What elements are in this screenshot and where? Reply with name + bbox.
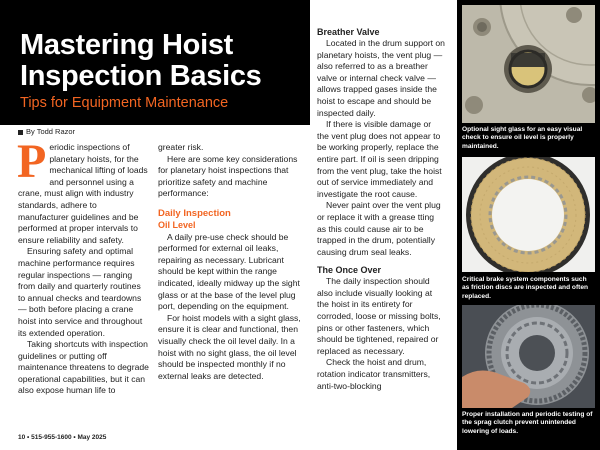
article-column-2 [158, 142, 304, 432]
paragraph: If there is visible damage or the vent plug does not appear to be working properly, replace the entire part. If oil is seen dripping from the vent plug, take the hoist out of service immediately and investigate the root cause. [317, 119, 442, 199]
paragraph: Here are some key considerations for planetary hoist inspections that prioritize safety and machine performance: [158, 153, 298, 199]
paragraph: Located in the drum support on planetary hoists, the vent plug — also referred to as a breather valve or internal check valve — allows trapped gases inside the hoist to escape and should be inspected daily. [317, 38, 445, 118]
paragraph: greater risk. [158, 142, 204, 152]
sprag-clutch-photo [462, 305, 595, 408]
caption-sprag-clutch: Proper installation and periodic testing of the sprag clutch prevent unintended lowering of loads. [462, 411, 593, 435]
subheading-breather-valve: Breather Valve [317, 27, 380, 37]
article-subtitle: Tips for Equipment Maintenance [20, 95, 229, 111]
byline-square-icon [18, 130, 23, 135]
caption-friction-disc: Critical brake system components such as friction discs are inspected and often replaced. [462, 276, 589, 300]
paragraph: For hoist models with a sight glass, ensure it is clear and functional, then visually check the oil level daily. In a hoist with no sight glass, the oil level should be inspected monthly if no external leaks are detected. [158, 312, 301, 381]
paragraph: Never paint over the vent plug or replace it with a grease tting as this could cause air to be trapped in the drum, potentially causing drum seal leaks. [317, 200, 441, 257]
photo-sidebar [457, 0, 600, 450]
article-title: Mastering Hoist Inspection Basics [20, 29, 262, 92]
paragraph-text: eriodic inspections of planetary hoists, for the mechanical lifting of loads and personnel using a crane, must align with industry standards, adhere to manufacturer guidelines and be performed at proper intervals to ensure reliability and safety. [18, 142, 148, 245]
paragraph [17, 135, 149, 246]
paragraph: Check the hoist and drum, rotation indicator transmitters, anti-two-blocking [317, 357, 431, 391]
article-column-3 [317, 26, 445, 436]
paragraph: The daily inspection should also include visually looking at the hoist in its entirety for corroded, loose or missing bolts, pins or other fasteners, which should be tightened, repaired or replaced as necessary. [317, 276, 441, 356]
article-column-1 [17, 135, 149, 432]
sight-glass-photo [462, 5, 595, 123]
byline-text: By Todd Razor [26, 127, 76, 136]
subheading-once-over: The Once Over [317, 265, 382, 276]
section-heading-daily: Daily Inspection [158, 207, 231, 219]
title-banner [0, 0, 310, 125]
paragraph: Taking shortcuts with inspection guidelines or putting off maintenance threatens to degrade operational capabilities, but it can also expose human life to [18, 339, 149, 396]
friction-disc-photo [462, 157, 595, 272]
subheading-oil-level: Oil Level [158, 219, 196, 230]
caption-sight-glass: Optional sight glass for an easy visual check to ensure oil level is properly maintained. [462, 126, 583, 150]
paragraph: A daily pre-use check should be performed for external oil leaks, repairing as necessary. Lubricant should be kept within the range indicated, ideally midway up the sight glass or at the base of the level plug port, depending on the equipment. [158, 231, 300, 312]
page-footer: 10 • 515-955-1600 • May 2025 [18, 434, 107, 441]
drop-cap: P [17, 135, 47, 188]
paragraph: Ensuring safety and optimal machine performance requires regular inspections — ranging from daily and quarterly routines to annual checks and teardowns — both before placing a crane hoist into service and throughout its extended operation. [18, 246, 143, 338]
